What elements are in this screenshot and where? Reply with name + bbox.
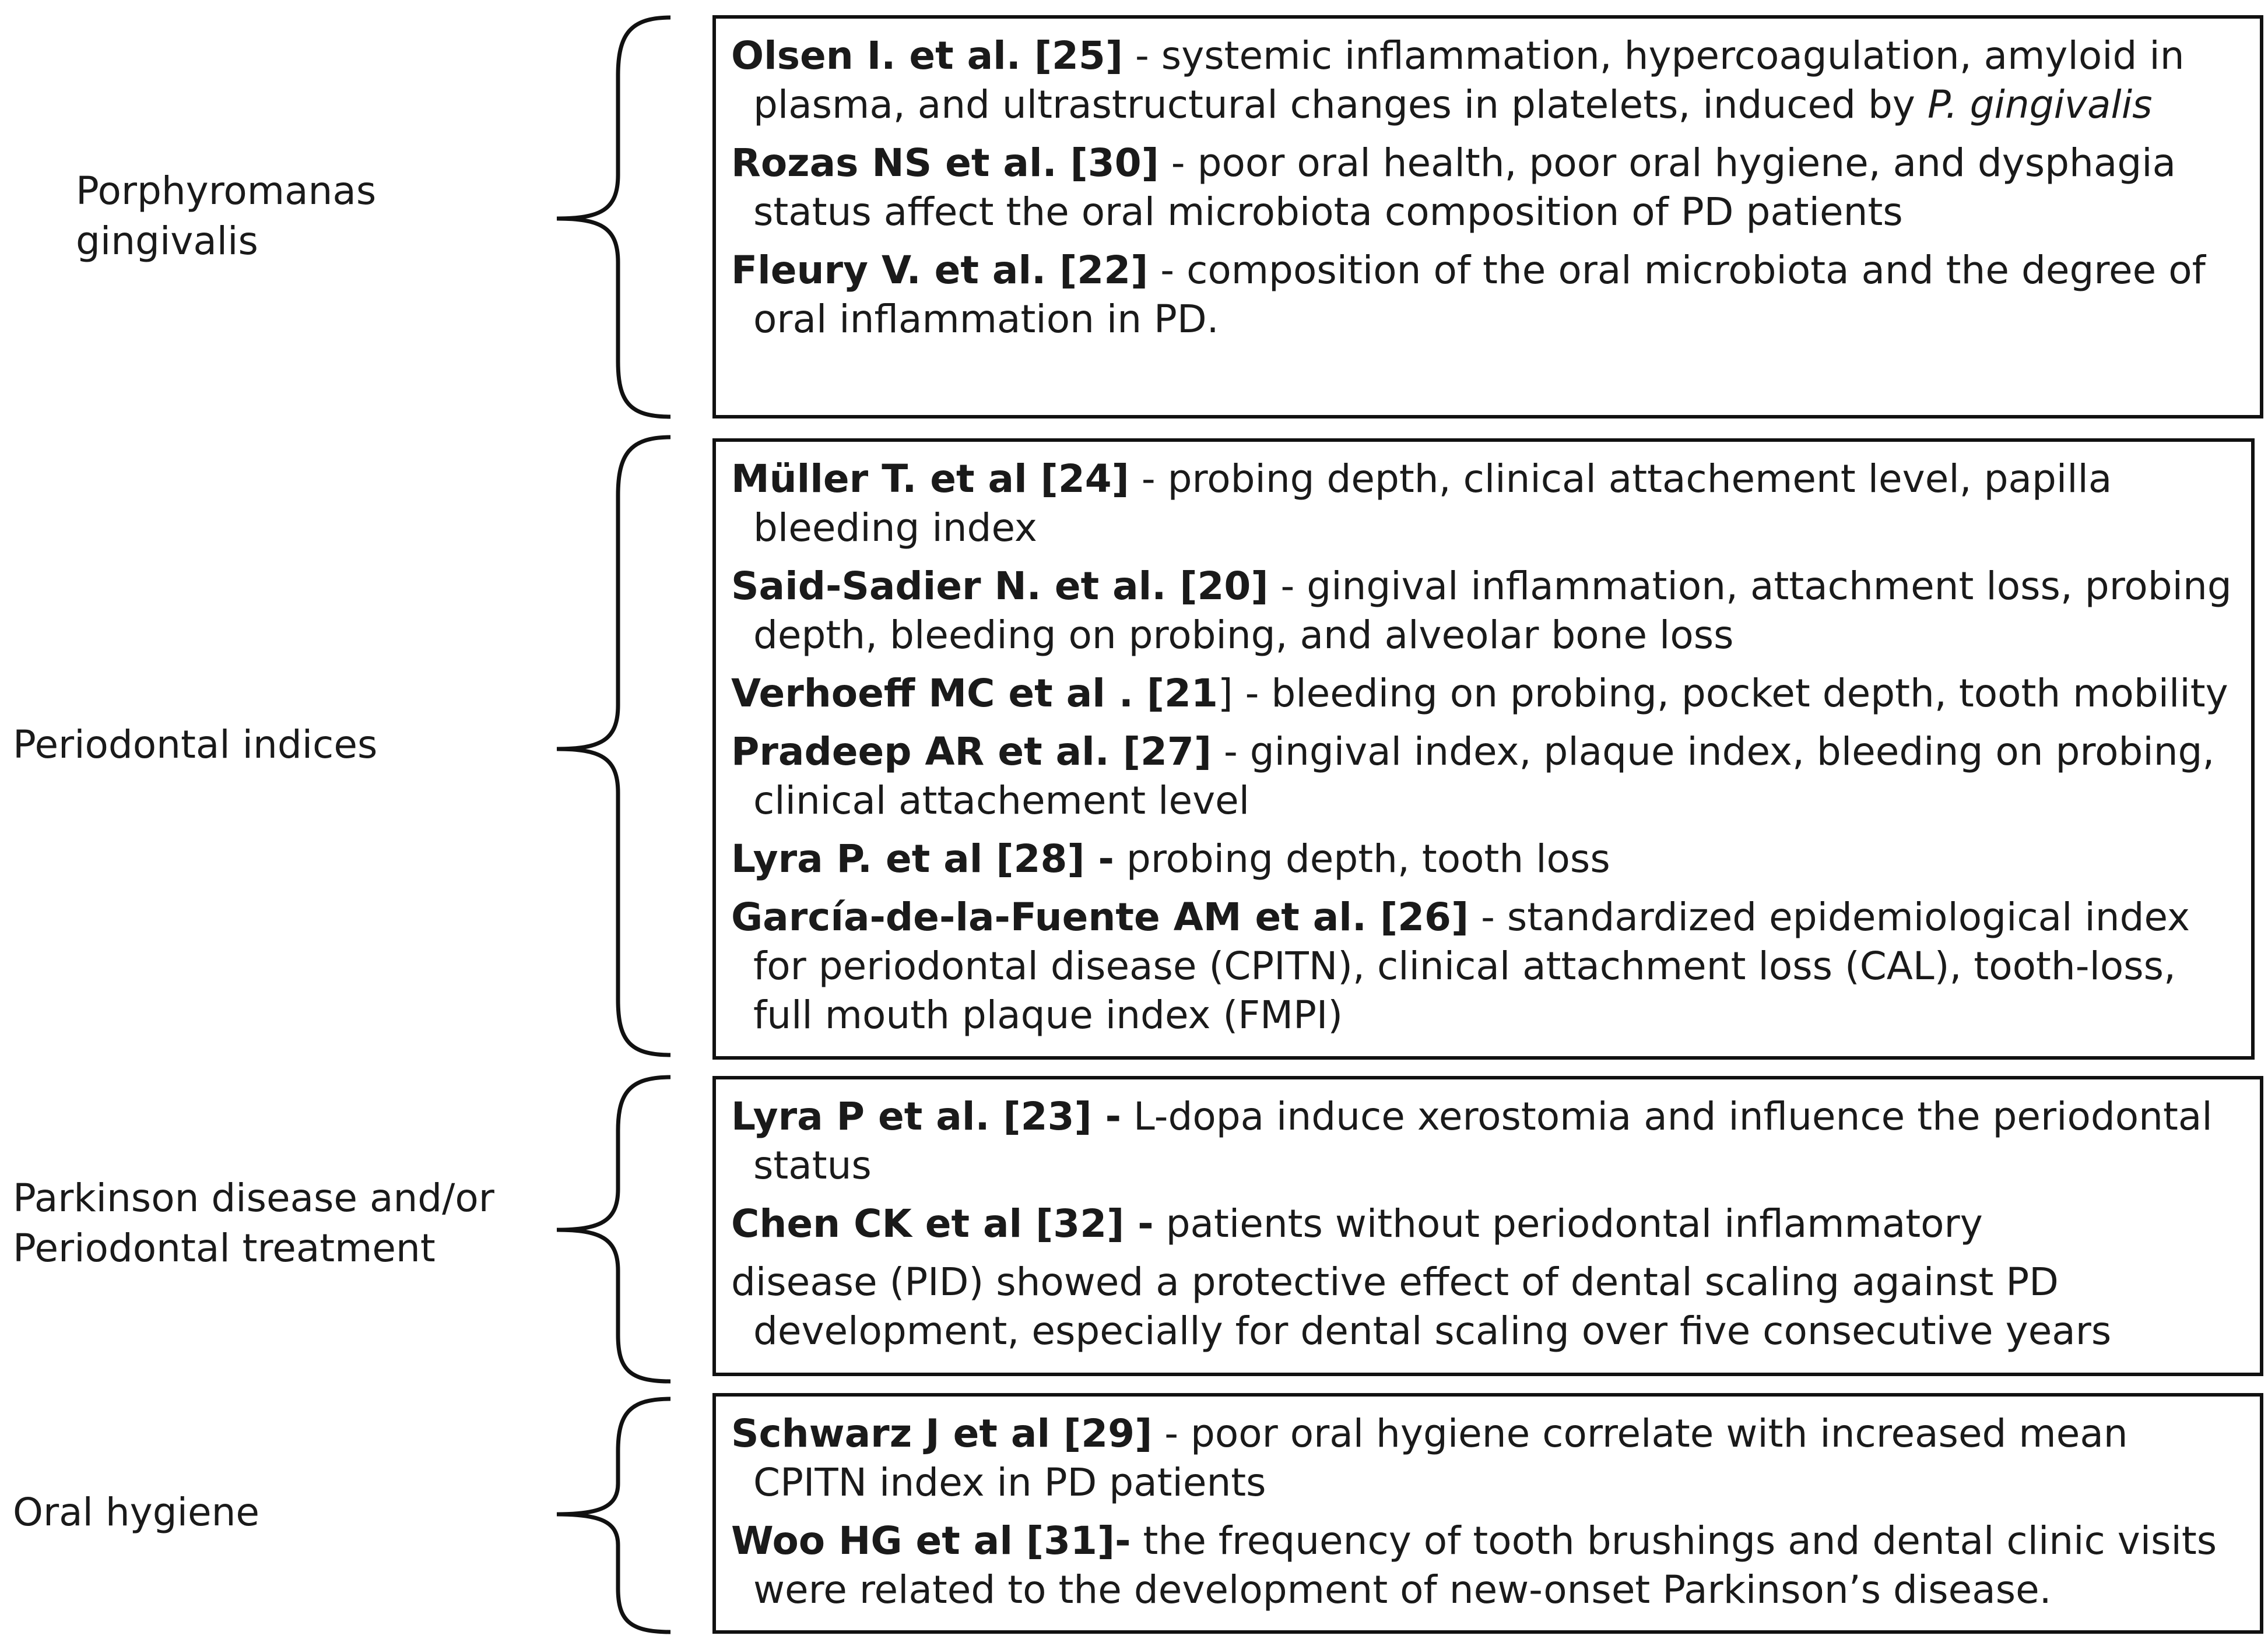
entry-olsen bbox=[731, 31, 2246, 129]
entry-text: - standardized epidemiological index for periodontal disease (CPITN), clinical attachment loss (CAL), tooth-loss, full mouth plaque index (FMPI) bbox=[753, 895, 2190, 1037]
entry-text: probing depth, tooth loss bbox=[1114, 836, 1610, 881]
entry-muller bbox=[731, 455, 2237, 553]
entry-author: Said-Sadier N. et al. [20] bbox=[731, 564, 1269, 609]
box-oral-hygiene bbox=[712, 1393, 2263, 1634]
box-periodontal-indices bbox=[712, 438, 2255, 1060]
entry-text: patients without periodontal inflammatory bbox=[1153, 1201, 1983, 1246]
entry-chen-continued bbox=[731, 1258, 2246, 1356]
entry-lyra-28 bbox=[731, 835, 2237, 884]
entry-author: Pradeep AR et al. [27] bbox=[731, 729, 1212, 774]
entry-woo bbox=[731, 1517, 2246, 1615]
entry-author: Lyra P et al. [23] - bbox=[731, 1094, 1122, 1139]
entry-lyra-23 bbox=[731, 1092, 2246, 1190]
entry-text: - probing depth, clinical attachement level, papilla bleeding index bbox=[753, 456, 2112, 550]
entry-text: - poor oral hygiene correlate with increased mean CPITN index in PD patients bbox=[753, 1411, 2128, 1505]
entry-chen bbox=[731, 1200, 2246, 1248]
entry-author: García-de-la-Fuente AM et al. [26] bbox=[731, 895, 1469, 940]
entry-author: Lyra P. et al [28] - bbox=[731, 836, 1114, 881]
entry-author: Schwarz J et al [29] bbox=[731, 1411, 1153, 1456]
entry-author: Chen CK et al [32] - bbox=[731, 1201, 1154, 1246]
entry-text: ] - bleeding on probing, pocket depth, tooth mobility bbox=[1217, 671, 2228, 716]
entry-italic: P. gingivalis bbox=[1927, 82, 2153, 127]
entry-verhoeff bbox=[731, 669, 2237, 718]
entry-text: - poor oral health, poor oral hygiene, and dysphagia status affect the oral microbiota composition of PD patients bbox=[753, 140, 2176, 234]
entry-said-sadier bbox=[731, 562, 2237, 660]
entry-text: - gingival inflammation, attachment loss, probing depth, bleeding on probing, and alveolar bone loss bbox=[753, 564, 2232, 657]
entry-fleury bbox=[731, 246, 2246, 344]
label-line: gingivalis bbox=[76, 219, 258, 263]
label-line: Periodontal treatment bbox=[13, 1226, 436, 1271]
label-line: Porphyromanas bbox=[76, 168, 377, 213]
entry-text: the frequency of tooth brushings and dental clinic visits were related to the development of new-onset Parkinson’s disease. bbox=[753, 1518, 2217, 1612]
group-label-periodontal-indices bbox=[13, 720, 377, 770]
brace-oral-hygiene bbox=[557, 1399, 670, 1632]
label-line: Parkinson disease and/or bbox=[13, 1176, 494, 1221]
box-parkinson-treatment bbox=[712, 1076, 2263, 1376]
entry-author: Woo HG et al [31]- bbox=[731, 1518, 1131, 1563]
group-label-porphyromonas bbox=[76, 166, 376, 266]
entry-text: disease (PID) showed a protective effect of dental scaling against PD development, especially for dental scaling over five consecutive years bbox=[731, 1260, 2112, 1353]
entry-text: L-dopa induce xerostomia and influence the periodontal status bbox=[753, 1094, 2213, 1188]
entry-author: Olsen I. et al. [25] bbox=[731, 33, 1124, 78]
entry-author: Müller T. et al [24] bbox=[731, 456, 1129, 501]
label-line: Oral hygiene bbox=[13, 1490, 260, 1535]
entry-schwarz bbox=[731, 1409, 2246, 1507]
box-porphyromonas bbox=[712, 15, 2263, 418]
brace-porphyromonas bbox=[557, 17, 670, 417]
entry-pradeep bbox=[731, 727, 2237, 825]
entry-author: Fleury V. et al. [22] bbox=[731, 248, 1149, 293]
entry-author: Rozas NS et al. [30] bbox=[731, 140, 1159, 185]
label-line: Periodontal indices bbox=[13, 722, 378, 767]
group-label-parkinson-treatment bbox=[13, 1173, 494, 1274]
entry-author: Verhoeff MC et al . [21 bbox=[731, 671, 1218, 716]
entry-text: - composition of the oral microbiota and the degree of oral inflammation in PD. bbox=[753, 248, 2206, 342]
entry-garcia bbox=[731, 893, 2237, 1040]
group-label-oral-hygiene bbox=[13, 1487, 259, 1538]
entry-text: - gingival index, plaque index, bleeding on probing, clinical attachement level bbox=[753, 729, 2215, 823]
brace-periodontal-indices bbox=[557, 437, 670, 1055]
entry-text: - systemic inflammation, hypercoagulation, amyloid in plasma, and ultrastructural changes in platelets, induced by bbox=[753, 33, 2185, 127]
brace-parkinson-treatment bbox=[557, 1077, 670, 1381]
entry-rozas bbox=[731, 139, 2246, 237]
